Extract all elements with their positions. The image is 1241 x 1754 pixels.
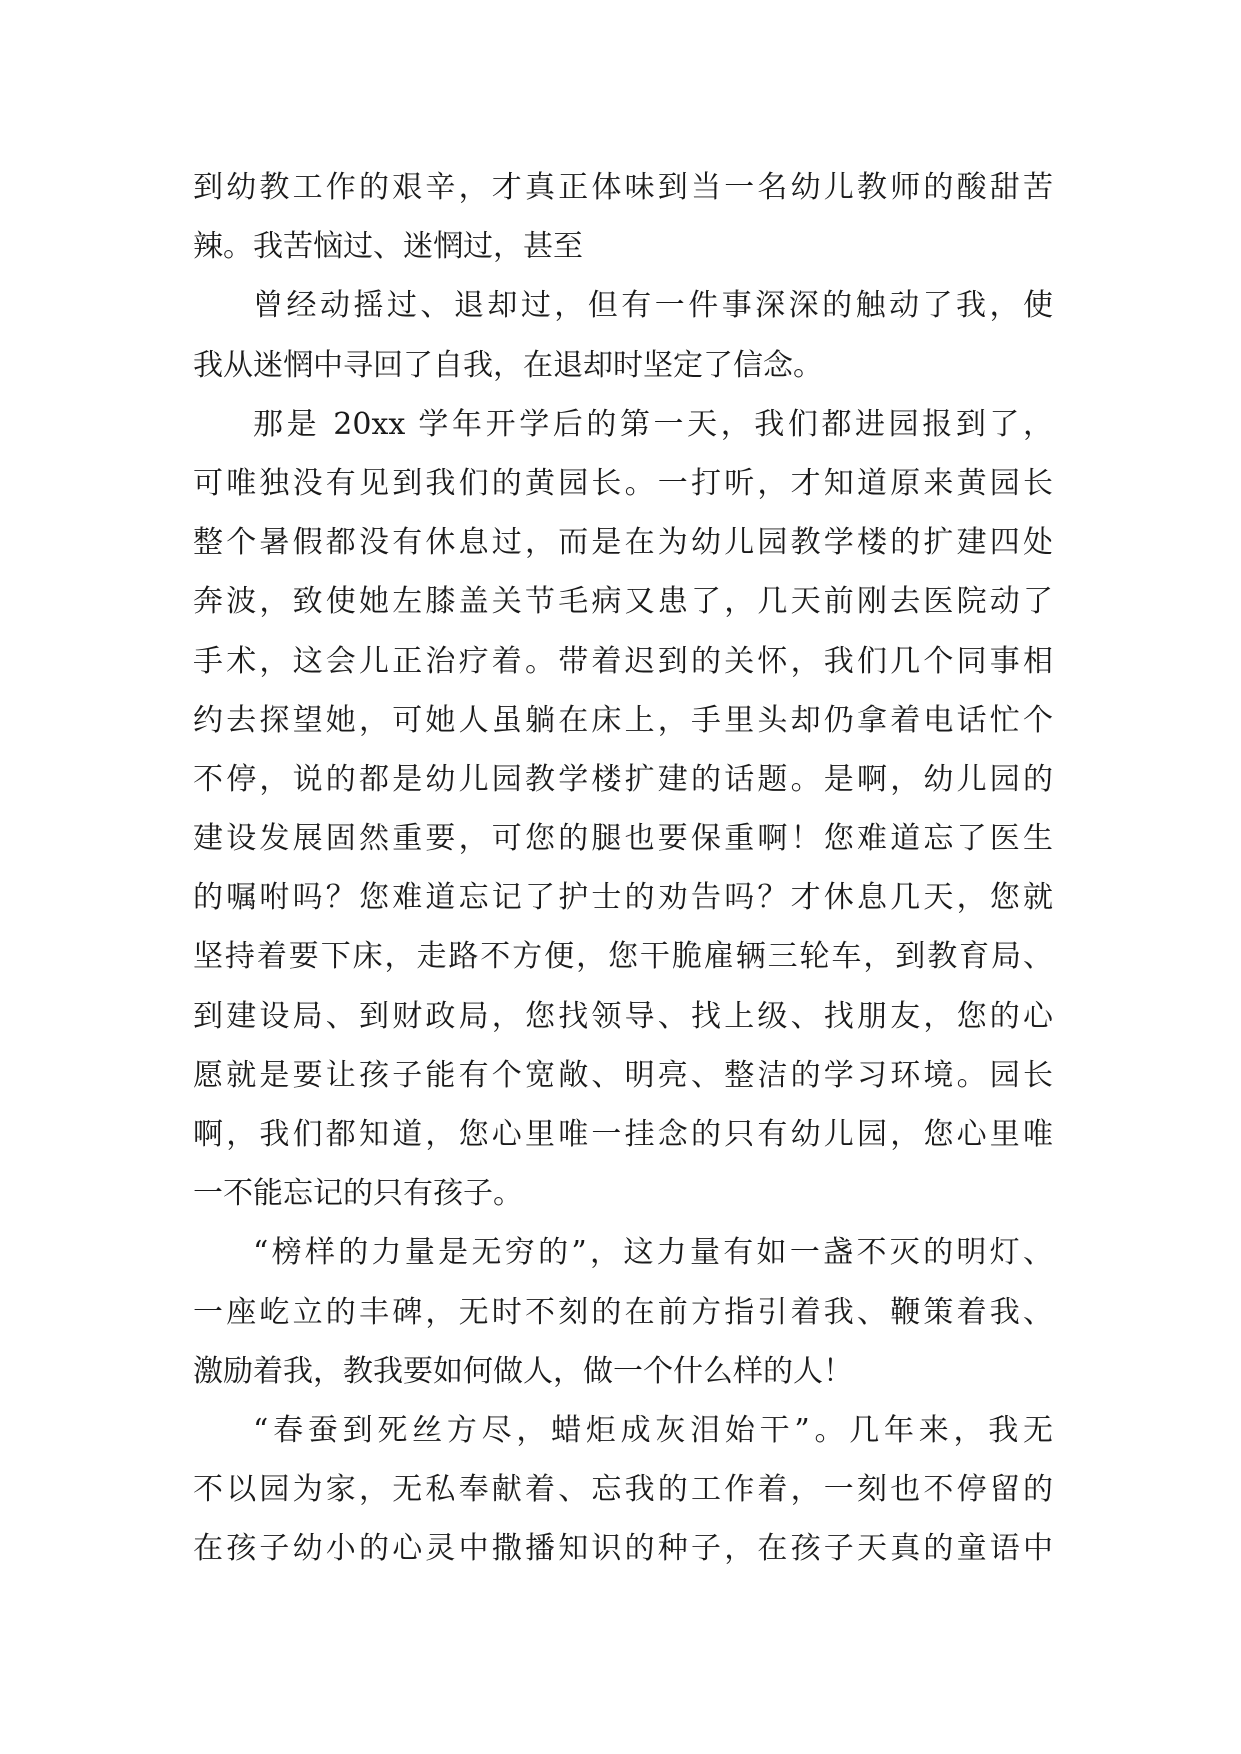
text-line: 坚持着要下床，走路不方便，您干脆雇辆三轮车，到教育局、 [193, 939, 1053, 975]
text-line: 在孩子幼小的心灵中撒播知识的种子，在孩子天真的童语中 [193, 1531, 1053, 1567]
text-line: 奔波，致使她左膝盖关节毛病又患了，几天前刚去医院动了 [193, 584, 1053, 620]
text-line: 不以园为家，无私奉献着、忘我的工作着，一刻也不停留的 [193, 1472, 1053, 1508]
text-line: 到幼教工作的艰辛，才真正体味到当一名幼儿教师的酸甜苦 [193, 170, 1053, 205]
text-line: 不停，说的都是幼儿园教学楼扩建的话题。是啊，幼儿园的 [193, 761, 1053, 797]
text-line: 手术，这会儿正治疗着。带着迟到的关怀，我们几个同事相 [193, 643, 1053, 679]
text-line: 整个暑假都没有休息过，而是在为幼儿园教学楼的扩建四处 [193, 525, 1053, 561]
text-line: 我从迷惘中寻回了自我，在退却时坚定了信念。 [193, 347, 823, 383]
text-line: 一座屹立的丰碑，无时不刻的在前方指引着我、鞭策着我、 [193, 1294, 1053, 1330]
text-line: 一不能忘记的只有孩子。 [193, 1176, 523, 1212]
paragraph-first-line: 那是 20xx 学年开学后的第一天，我们都进园报到了， [253, 406, 1053, 442]
paragraph-first-line: “春蚕到死丝方尽，蜡炬成灰泪始干”。几年来，我无 [253, 1412, 1053, 1448]
text-line: 建设发展固然重要，可您的腿也要保重啊！您难道忘了医生 [193, 821, 1053, 857]
text-line: 的嘱咐吗？您难道忘记了护士的劝告吗？才休息几天，您就 [193, 880, 1053, 916]
text-line: 激励着我，教我要如何做人，做一个什么样的人！ [193, 1353, 853, 1389]
text-line: 约去探望她，可她人虽躺在床上，手里头却仍拿着电话忙个 [193, 702, 1053, 738]
text-line: 啊，我们都知道，您心里唯一挂念的只有幼儿园，您心里唯 [193, 1117, 1053, 1152]
text-line: 辣。我苦恼过、迷惘过，甚至 [193, 229, 583, 265]
text-line: 可唯独没有见到我们的黄园长。一打听，才知道原来黄园长 [193, 465, 1053, 501]
paragraph-first-line: “榜样的力量是无穷的”，这力量有如一盏不灭的明灯、 [253, 1235, 1053, 1271]
text-line: 愿就是要让孩子能有个宽敞、明亮、整洁的学习环境。园长 [193, 1057, 1053, 1093]
paragraph-first-line: 曾经动摇过、退却过，但有一件事深深的触动了我，使 [253, 288, 1053, 324]
text-line: 到建设局、到财政局，您找领导、找上级、找朋友，您的心 [193, 998, 1053, 1034]
body-text [193, 158, 1053, 1579]
